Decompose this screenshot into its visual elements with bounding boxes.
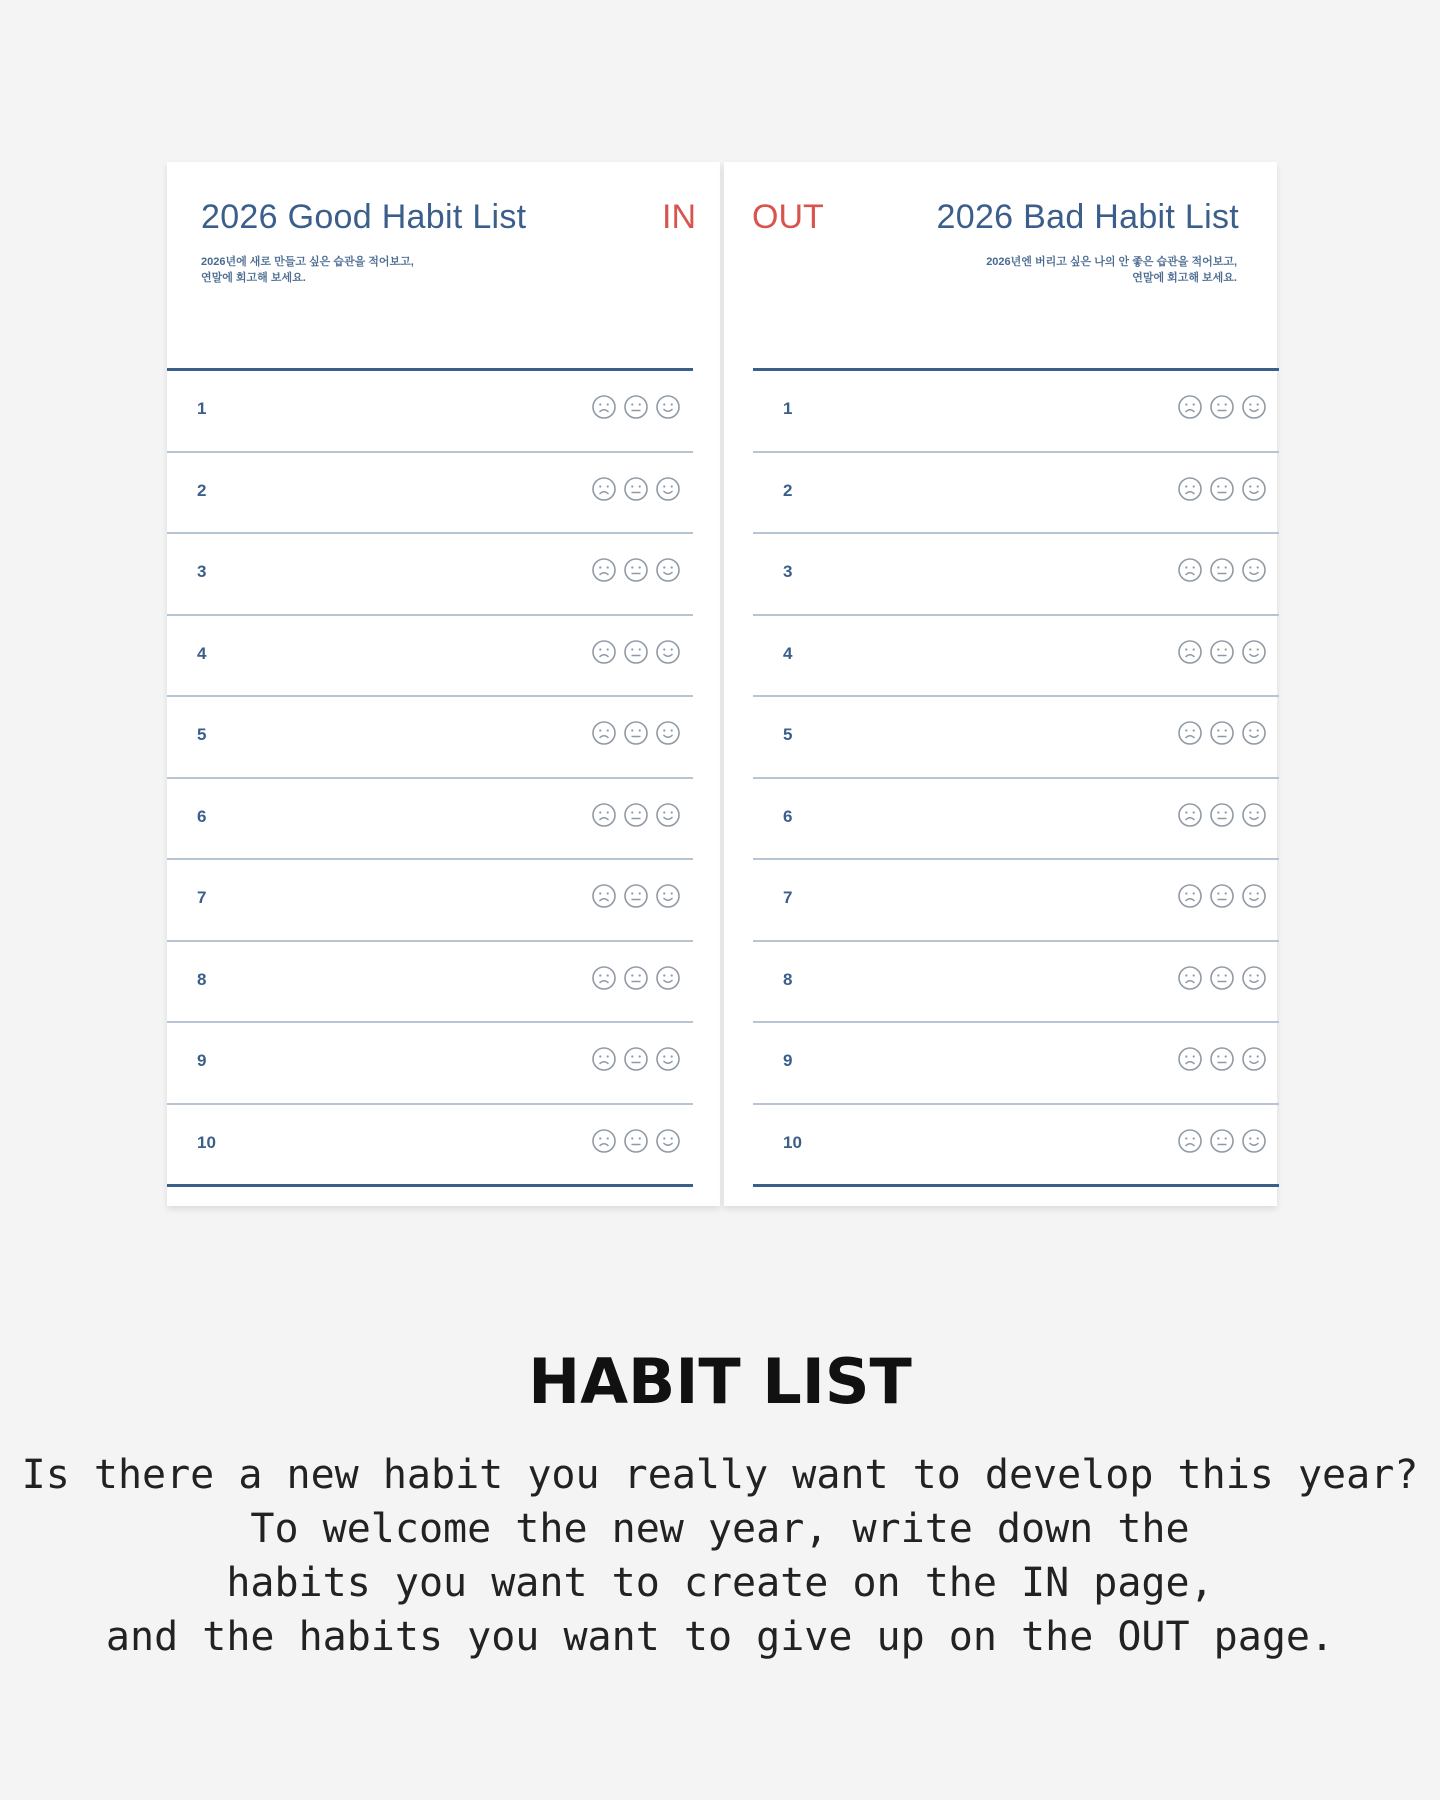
sad-face-icon[interactable]	[1177, 883, 1203, 909]
sad-face-icon[interactable]	[591, 1128, 617, 1154]
happy-face-icon[interactable]	[655, 965, 681, 991]
row-number: 8	[197, 969, 207, 989]
habit-row[interactable]	[753, 534, 1279, 616]
note-line: 연말에 회고해 보세요.	[201, 272, 306, 284]
rating-faces	[591, 1128, 681, 1154]
rating-faces	[1177, 1046, 1267, 1072]
row-number: 10	[197, 1132, 216, 1152]
neutral-face-icon[interactable]	[623, 802, 649, 828]
rating-faces	[591, 394, 681, 420]
row-number: 9	[197, 1051, 207, 1070]
section-title: HABIT LIST	[528, 1345, 912, 1418]
happy-face-icon[interactable]	[655, 1128, 681, 1154]
sad-face-icon[interactable]	[1177, 965, 1203, 991]
rating-faces	[1177, 476, 1267, 502]
note-line: 2026년에 새로 만들고 싶은 습관을 적어보고,	[201, 256, 414, 268]
happy-face-icon[interactable]	[655, 802, 681, 828]
habit-row[interactable]	[753, 371, 1279, 453]
rating-faces	[591, 965, 681, 991]
habit-row[interactable]	[753, 1023, 1279, 1105]
row-number: 5	[783, 725, 793, 744]
neutral-face-icon[interactable]	[1209, 965, 1235, 991]
rating-faces	[591, 1046, 681, 1072]
habit-row[interactable]	[753, 779, 1279, 861]
happy-face-icon[interactable]	[1241, 1046, 1267, 1072]
row-number: 4	[197, 643, 207, 663]
habit-row[interactable]	[753, 616, 1279, 698]
sad-face-icon[interactable]	[591, 802, 617, 828]
row-number: 7	[197, 888, 207, 907]
planner-spread	[167, 162, 1277, 1206]
habit-rows	[753, 368, 1279, 1187]
row-number: 1	[197, 399, 207, 418]
happy-face-icon[interactable]	[1241, 720, 1267, 746]
happy-face-icon[interactable]	[655, 1046, 681, 1072]
habit-row[interactable]	[167, 534, 693, 616]
description-line: To welcome the new year, write down the	[250, 1506, 1190, 1552]
habit-row[interactable]	[167, 453, 693, 535]
neutral-face-icon[interactable]	[623, 639, 649, 665]
rating-faces	[1177, 965, 1267, 991]
good-habit-page	[167, 162, 720, 1206]
page-note	[986, 254, 1237, 286]
neutral-face-icon[interactable]	[623, 965, 649, 991]
row-number: 7	[783, 888, 793, 907]
rating-faces	[591, 802, 681, 828]
rating-faces	[1177, 639, 1267, 665]
neutral-face-icon[interactable]	[623, 1046, 649, 1072]
rating-faces	[1177, 883, 1267, 909]
happy-face-icon[interactable]	[655, 639, 681, 665]
rating-faces	[591, 476, 681, 502]
row-number: 8	[783, 969, 793, 989]
happy-face-icon[interactable]	[655, 557, 681, 583]
bad-habit-page	[724, 162, 1277, 1206]
neutral-face-icon[interactable]	[623, 557, 649, 583]
happy-face-icon[interactable]	[1241, 1128, 1267, 1154]
neutral-face-icon[interactable]	[623, 394, 649, 420]
habit-row[interactable]	[753, 860, 1279, 942]
rating-faces	[1177, 1128, 1267, 1154]
page-title: 2026 Bad Habit List	[936, 198, 1239, 236]
sad-face-icon[interactable]	[591, 639, 617, 665]
happy-face-icon[interactable]	[1241, 802, 1267, 828]
neutral-face-icon[interactable]	[623, 476, 649, 502]
sad-face-icon[interactable]	[591, 965, 617, 991]
sad-face-icon[interactable]	[1177, 639, 1203, 665]
description-line: and the habits you want to give up on the OUT page.	[105, 1614, 1335, 1660]
in-tag: IN	[662, 198, 696, 236]
neutral-face-icon[interactable]	[623, 1128, 649, 1154]
sad-face-icon[interactable]	[591, 1046, 617, 1072]
happy-face-icon[interactable]	[1241, 965, 1267, 991]
neutral-face-icon[interactable]	[1209, 476, 1235, 502]
neutral-face-icon[interactable]	[1209, 394, 1235, 420]
sad-face-icon[interactable]	[1177, 1046, 1203, 1072]
neutral-face-icon[interactable]	[1209, 1128, 1235, 1154]
sad-face-icon[interactable]	[1177, 720, 1203, 746]
rating-faces	[1177, 557, 1267, 583]
happy-face-icon[interactable]	[1241, 883, 1267, 909]
sad-face-icon[interactable]	[1177, 1128, 1203, 1154]
description-line: Is there a new habit you really want to develop this year?	[21, 1452, 1419, 1498]
sad-face-icon[interactable]	[1177, 476, 1203, 502]
habit-row[interactable]	[167, 1105, 693, 1188]
row-number: 3	[783, 562, 793, 581]
habit-row[interactable]	[167, 942, 693, 1024]
page-note	[201, 254, 414, 286]
row-number: 2	[783, 480, 793, 500]
habit-row[interactable]	[167, 697, 693, 779]
rating-faces	[591, 883, 681, 909]
row-number: 9	[783, 1051, 793, 1070]
happy-face-icon[interactable]	[655, 720, 681, 746]
note-line: 2026년엔 버리고 싶은 나의 안 좋은 습관을 적어보고,	[986, 256, 1237, 268]
rating-faces	[591, 720, 681, 746]
neutral-face-icon[interactable]	[1209, 639, 1235, 665]
habit-row[interactable]	[167, 779, 693, 861]
habit-row[interactable]	[167, 860, 693, 942]
row-number: 3	[197, 562, 207, 581]
neutral-face-icon[interactable]	[1209, 720, 1235, 746]
habit-row[interactable]	[753, 697, 1279, 779]
description	[0, 1448, 1440, 1664]
habit-rows	[167, 368, 693, 1187]
habit-row[interactable]	[167, 371, 693, 453]
note-line: 연말에 회고해 보세요.	[1132, 272, 1237, 284]
row-number: 6	[783, 806, 793, 826]
habit-row[interactable]	[753, 942, 1279, 1024]
row-number: 5	[197, 725, 207, 744]
rating-faces	[1177, 802, 1267, 828]
row-number: 10	[783, 1132, 802, 1152]
neutral-face-icon[interactable]	[1209, 1046, 1235, 1072]
row-number: 1	[783, 399, 793, 418]
rating-faces	[591, 639, 681, 665]
sad-face-icon[interactable]	[591, 883, 617, 909]
sad-face-icon[interactable]	[591, 557, 617, 583]
row-number: 4	[783, 643, 793, 663]
neutral-face-icon[interactable]	[623, 720, 649, 746]
happy-face-icon[interactable]	[1241, 476, 1267, 502]
neutral-face-icon[interactable]	[1209, 883, 1235, 909]
out-tag: OUT	[752, 198, 824, 236]
happy-face-icon[interactable]	[1241, 394, 1267, 420]
habit-row[interactable]	[167, 1023, 693, 1105]
rating-faces	[1177, 394, 1267, 420]
neutral-face-icon[interactable]	[623, 883, 649, 909]
row-number: 6	[197, 806, 207, 826]
row-number: 2	[197, 480, 207, 500]
happy-face-icon[interactable]	[655, 394, 681, 420]
sad-face-icon[interactable]	[1177, 557, 1203, 583]
happy-face-icon[interactable]	[655, 476, 681, 502]
happy-face-icon[interactable]	[655, 883, 681, 909]
sad-face-icon[interactable]	[591, 720, 617, 746]
habit-row[interactable]	[167, 616, 693, 698]
happy-face-icon[interactable]	[1241, 639, 1267, 665]
neutral-face-icon[interactable]	[1209, 557, 1235, 583]
habit-row[interactable]	[753, 453, 1279, 535]
sad-face-icon[interactable]	[591, 394, 617, 420]
habit-row[interactable]	[753, 1105, 1279, 1188]
page-title: 2026 Good Habit List	[201, 198, 527, 236]
sad-face-icon[interactable]	[1177, 394, 1203, 420]
description-line: habits you want to create on the IN page,	[226, 1560, 1214, 1606]
sad-face-icon[interactable]	[1177, 802, 1203, 828]
sad-face-icon[interactable]	[591, 476, 617, 502]
neutral-face-icon[interactable]	[1209, 802, 1235, 828]
rating-faces	[1177, 720, 1267, 746]
rating-faces	[591, 557, 681, 583]
happy-face-icon[interactable]	[1241, 557, 1267, 583]
